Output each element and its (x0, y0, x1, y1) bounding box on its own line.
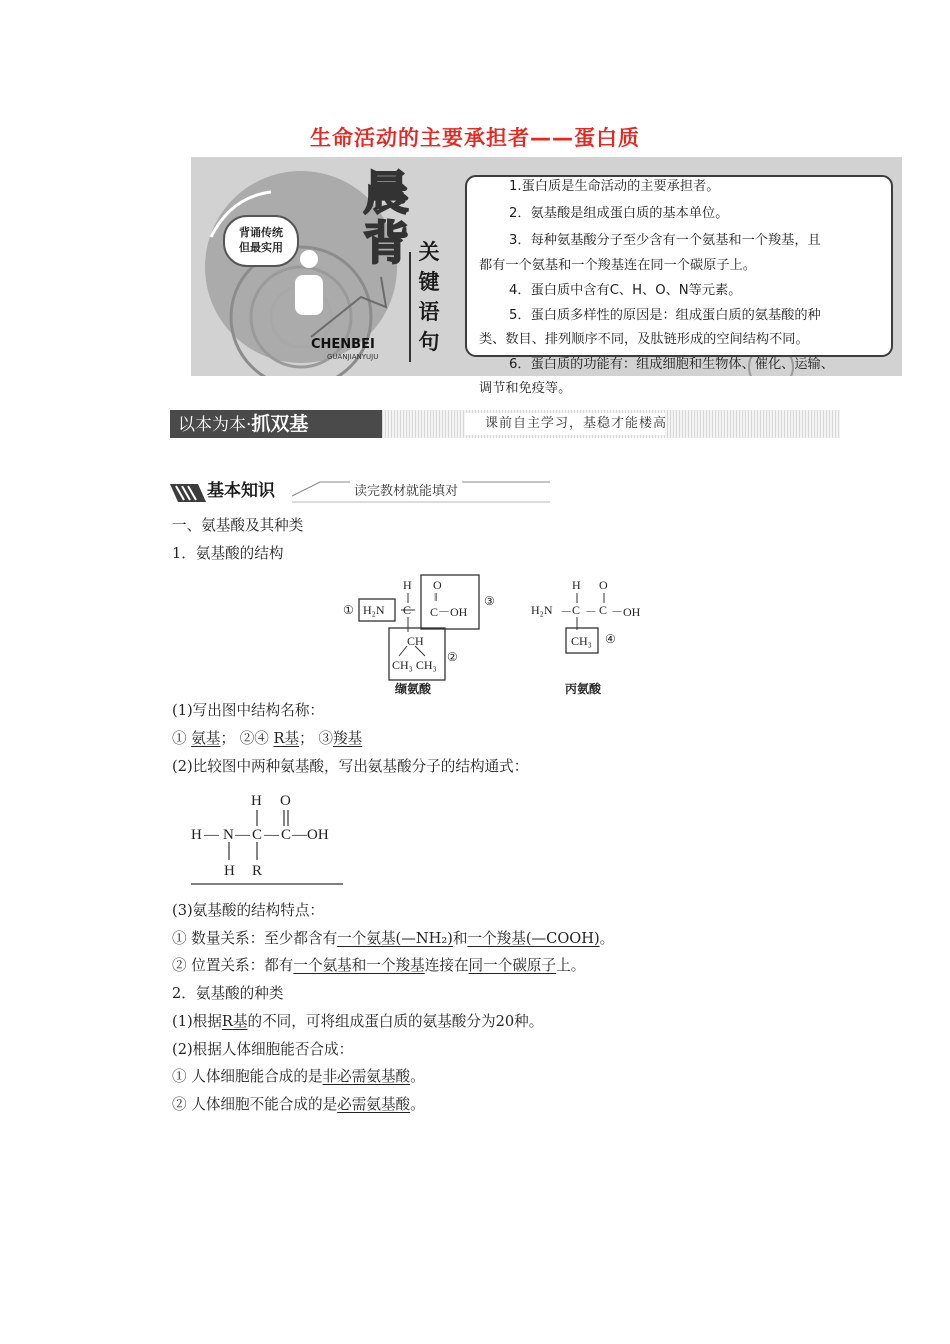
key-char: 关 (418, 240, 440, 264)
formula-h-left: H (191, 827, 202, 843)
num: ②④ (239, 730, 269, 747)
knowledge-header-label: 基本知识 (207, 481, 275, 501)
bubble-line-2: 但最实用 (239, 241, 283, 254)
section-bar (170, 410, 840, 438)
alanine-ch3: CH₃ (571, 634, 592, 648)
key-char: 句 (418, 330, 440, 354)
sep: ； (299, 730, 314, 747)
carboxyl-double-bond: ‖ (434, 590, 438, 604)
key-point: 2．氨基酸是组成蛋白质的基本单位。 (509, 206, 729, 221)
text: ① 人体细胞能合成的是 (172, 1068, 323, 1085)
speech-bubble (223, 215, 299, 267)
formula-c1: C (252, 827, 263, 843)
answer-essential: 必需氨基酸 (337, 1096, 411, 1113)
text: 。 (599, 930, 615, 947)
page-title: 生命活动的主要承担者——蛋白质 (310, 126, 640, 150)
label-3: ③ (484, 594, 495, 608)
text: ② 位置关系：都有 (172, 957, 294, 974)
carboxyl-group: C－OH (430, 605, 468, 619)
ch-group: CH (407, 634, 424, 648)
key-char: 语 (418, 300, 440, 324)
text: 的不同，可将组成蛋白质的氨基酸分为20种。 (247, 1013, 544, 1030)
text: 。 (410, 1096, 425, 1113)
formula-r: R (252, 863, 263, 879)
feature-position (172, 952, 585, 980)
answer-nonessential: 非必需氨基酸 (322, 1068, 411, 1085)
text: (1)根据 (172, 1013, 222, 1030)
key-point: 调节和免疫等。 (479, 381, 572, 396)
key-point: 1.蛋白质是生命活动的主要承担者。 (509, 179, 720, 194)
answer-carboxyl-group: 一个羧基(—COOH) (467, 930, 600, 947)
carboxyl-o: O (433, 578, 442, 592)
key-point: 5．蛋白质多样性的原因是：组成蛋白质的氨基酸的种 (509, 308, 821, 323)
formula-o: O (280, 793, 291, 809)
general-formula (188, 790, 348, 890)
heading-1-1: 1．氨基酸的结构 (172, 545, 284, 562)
text: 连接在 (424, 957, 469, 974)
num: ③ (318, 730, 333, 747)
formula-dash4: — (292, 827, 307, 843)
formula-c2: C (281, 827, 292, 843)
answer-r-group: R基 (221, 1013, 248, 1030)
answer-amino-group: 一个氨基(—NH₂) (337, 930, 453, 947)
knowledge-header-tagline: 读完教材就能填对 (350, 480, 462, 499)
section-bar-bold: 抓双基 (251, 413, 309, 435)
sep: ； (220, 730, 236, 747)
alanine-h: H (572, 578, 581, 592)
bei-char: 背 (363, 216, 409, 270)
text: ② 人体细胞不能合成的是 (172, 1096, 338, 1113)
alpha-c: C (403, 603, 412, 617)
person-icon (291, 247, 341, 327)
formula-n: N (223, 827, 234, 843)
bubble-line-1: 背诵传统 (239, 226, 283, 239)
answer-1 (172, 725, 362, 753)
num: ① (172, 730, 187, 747)
text: 上。 (556, 957, 586, 974)
answer-carbon: 同一个碳原子 (468, 957, 557, 974)
alanine-o: O (599, 578, 608, 592)
answer-carboxyl: 羧基 (333, 730, 363, 747)
section-bar-left: 以本为本· (178, 415, 252, 435)
question-3: (3)氨基酸的结构特点： (172, 902, 325, 919)
label-4: ④ (605, 632, 616, 646)
section-bar-subtitle: 课前自主学习，基稳才能楼高 (485, 416, 668, 431)
essential-line (172, 1091, 425, 1119)
formula-h-top: H (251, 793, 262, 809)
formula-h-bottom: H (224, 863, 235, 879)
formula-dash1: — (204, 827, 219, 843)
alanine-dash: － (560, 605, 573, 619)
formula-dash3: — (264, 827, 279, 843)
question-1: (1)写出图中结构名称： (172, 702, 325, 719)
alanine-c2: C (599, 603, 608, 617)
formula-dash2: — (235, 827, 250, 843)
key-point: 6．蛋白质的功能有：组成细胞和生物体、催化、运输、 (509, 357, 834, 372)
key-point: 3．每种氨基酸分子至少含有一个氨基和一个羧基，且 (509, 233, 821, 248)
brand-subtext: GUANJIANYUJU (327, 353, 379, 361)
heading-1: 一、氨基酸及其种类 (172, 517, 304, 534)
text: 。 (410, 1068, 425, 1085)
text: 和 (452, 930, 468, 947)
chen-char: 晨 (363, 166, 409, 220)
key-point: 都有一个氨基和一个羧基连在同一个碳原子上。 (479, 258, 756, 273)
key-point: 类、数目、排列顺序不同，及肽链形成的空间结构不同。 (479, 332, 809, 347)
label-2: ② (447, 650, 458, 664)
alanine-label: 丙氨酸 (565, 682, 602, 696)
amino-acid-diagram (335, 572, 665, 702)
text: ① 数量关系：至少都含有 (172, 930, 338, 947)
ch3-pair: CH₃ CH₃ (392, 658, 437, 672)
brand-text: CHENBEI (311, 337, 375, 352)
type-by-r (172, 1008, 543, 1036)
alanine-c: C (572, 603, 581, 617)
alanine-dash2: － (585, 605, 598, 619)
answer-amino: 氨基 (191, 730, 221, 747)
alanine-h2n: H₂N (531, 603, 553, 617)
question-2: (2)比较图中两种氨基酸，写出氨基酸分子的结构通式： (172, 758, 529, 775)
answer-r-group: R基 (273, 730, 300, 747)
divider (409, 252, 411, 362)
section-bar-title (178, 412, 308, 437)
key-phrase-vertical (416, 237, 442, 357)
formula-oh: OH (307, 827, 329, 843)
answer-groups: 一个氨基和一个羧基 (293, 957, 425, 974)
alpha-h: H (403, 578, 412, 592)
feature-quantity (172, 925, 614, 953)
heading-1-2: 2．氨基酸的种类 (172, 985, 284, 1002)
key-char: 键 (418, 270, 440, 294)
key-point: 4．蛋白质中含有C、H、O、N等元素。 (509, 283, 742, 298)
type-by-synthesis: (2)根据人体细胞能否合成： (172, 1041, 354, 1058)
nonessential-line (172, 1063, 425, 1091)
label-1: ① (343, 603, 354, 617)
h2n-group: H₂N (363, 603, 385, 617)
alanine-oh: －OH (611, 605, 641, 619)
valine-label: 缬氨酸 (395, 682, 432, 696)
